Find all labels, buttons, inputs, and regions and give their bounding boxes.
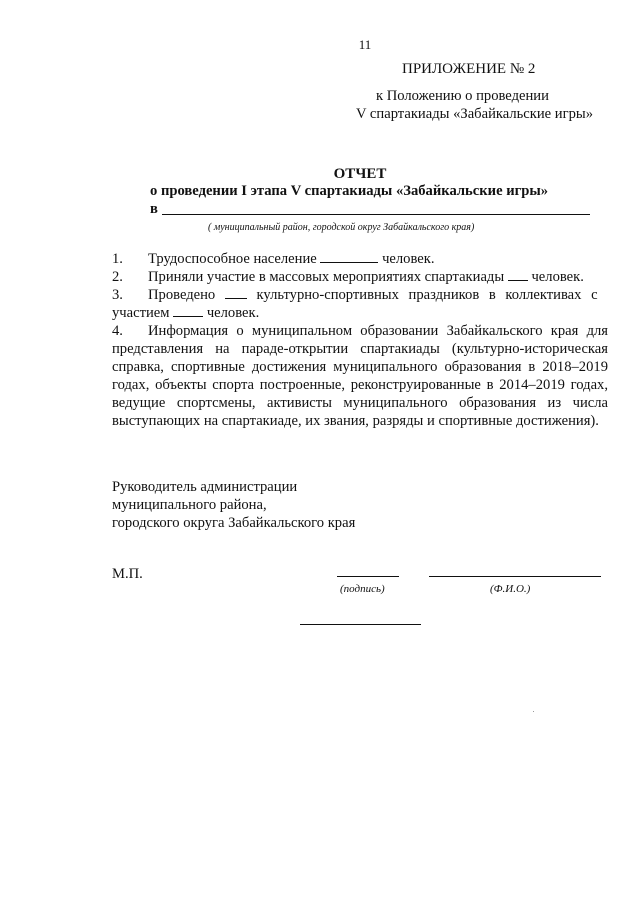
item-4-line-3: справка, спортивные достижения муниципального образования в 2018–2019	[112, 359, 608, 375]
page-number: 11	[358, 37, 372, 52]
scan-speck	[533, 711, 534, 712]
signature-title-line-3: городского округа Забайкальского края	[112, 515, 356, 531]
item-3-cont-unit: человек.	[206, 305, 260, 321]
item-3-number: 3.	[112, 287, 123, 303]
appendix-reference-line-2: V спартакиады «Забайкальские игры»	[356, 106, 593, 122]
item-3-continuation	[112, 304, 608, 322]
item-4-line-2: представления на параде-открытии спартакиады (культурно-историческая	[112, 341, 608, 357]
item-4-line-6: выступающих на спартакиаде, их звания, разряды и спортивные достижения).	[112, 413, 599, 429]
municipality-hint: ( муниципальный район, городской округ Забайкальского края)	[208, 222, 475, 233]
item-3-text: Проведено	[148, 287, 216, 303]
item-2	[148, 268, 608, 286]
item-4-line-4: годах, объекты спорта построенные, реконструированные в 2014–2019 годах,	[112, 377, 608, 393]
closing-separator-line	[300, 624, 421, 625]
item-2-number: 2.	[112, 269, 123, 285]
item-3-text-middle: культурно-спортивных праздников в коллективах с	[256, 287, 598, 303]
item-3-cont-text: участием	[112, 305, 170, 321]
signature-caption: (подпись)	[340, 583, 385, 595]
report-subtitle: о проведении I этапа V спартакиады «Забайкальские игры»	[150, 183, 549, 199]
item-2-blank	[508, 268, 528, 281]
item-2-text: Приняли участие в массовых мероприятиях спартакиады	[148, 269, 505, 285]
signature-line	[337, 576, 399, 577]
item-1-blank	[320, 250, 378, 263]
item-1-unit: человек.	[382, 251, 435, 267]
item-3-cont-blank	[173, 304, 203, 317]
item-1	[148, 250, 608, 268]
full-name-line	[429, 576, 601, 577]
item-4-number: 4.	[112, 323, 123, 339]
item-1-number: 1.	[112, 251, 123, 267]
item-4-line-1: Информация о муниципальном образовании Забайкальского края для	[148, 323, 608, 339]
item-2-unit: человек.	[531, 269, 584, 285]
item-3-blank	[225, 286, 247, 299]
item-4-line-5: ведущие спортсмены, активисты муниципального образования из числа	[112, 395, 608, 411]
signature-title-line-1: Руководитель администрации	[112, 479, 298, 495]
appendix-reference-line-1: к Положению о проведении	[376, 88, 549, 104]
stamp-place: М.П.	[112, 566, 143, 582]
municipality-prefix: в	[150, 201, 158, 217]
report-title: ОТЧЕТ	[333, 166, 387, 182]
signature-title-line-2: муниципального района,	[112, 497, 267, 513]
appendix-title: ПРИЛОЖЕНИЕ № 2	[402, 61, 536, 77]
item-3	[148, 286, 608, 304]
item-1-text: Трудоспособное население	[148, 251, 317, 267]
full-name-caption: (Ф.И.О.)	[490, 583, 531, 595]
municipality-blank-line	[162, 214, 590, 215]
